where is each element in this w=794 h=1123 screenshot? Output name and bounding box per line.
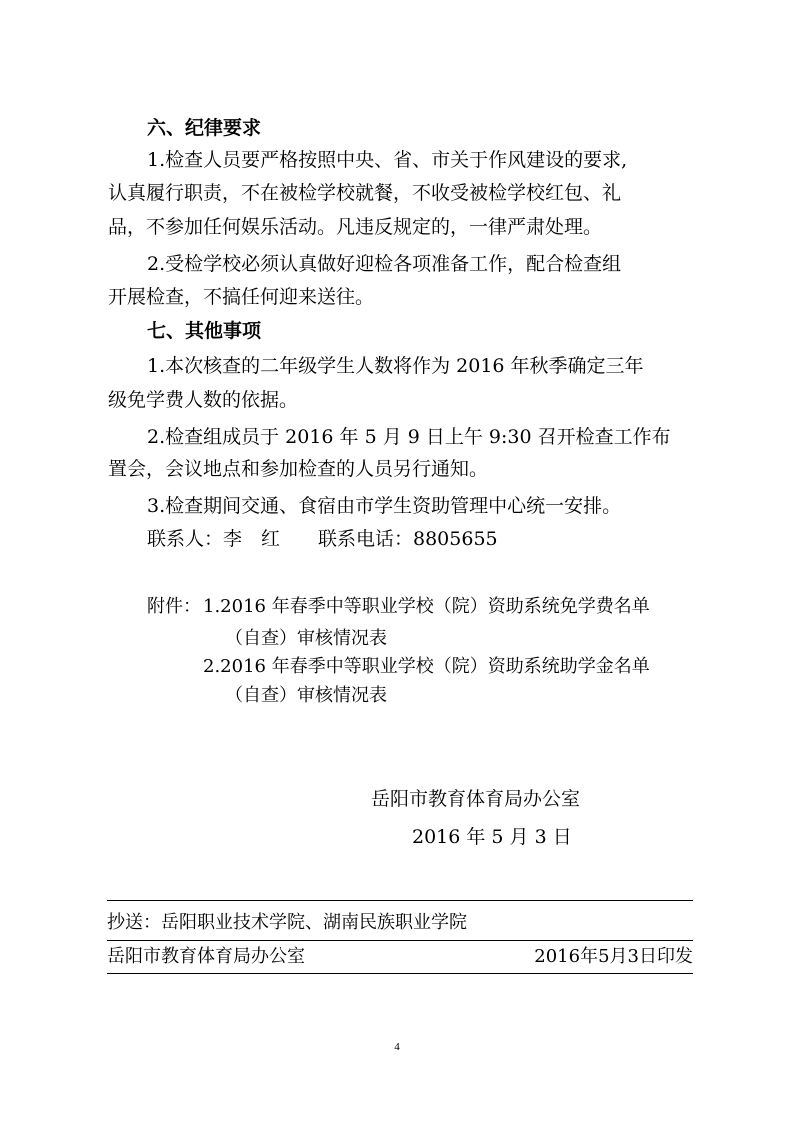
section-7-item-2-line-2: 置会，会议地点和参加检查的人员另行通知。	[108, 458, 489, 480]
section-6-item-1-line-1: 1.检查人员要严格按照中央、省、市关于作风建设的要求,	[147, 149, 628, 171]
footer-bottom-rule	[107, 973, 693, 974]
section-7-item-3: 3.检查期间交通、食宿由市学生资助管理中心统一安排。	[147, 495, 622, 517]
signature-date: 2016 年 5 月 3 日	[412, 826, 572, 848]
cc-line	[107, 911, 693, 935]
section-6-item-2-line-2: 开展检查，不搞任何迎来送往。	[108, 286, 375, 308]
cc-text: 抄送：岳阳职业技术学院、湖南民族职业学院	[107, 912, 467, 933]
footer-middle-rule	[107, 940, 693, 941]
section-7-item-1-line-1: 1.本次核查的二年级学生人数将作为 2016 年秋季确定三年	[147, 355, 644, 377]
attachment-1-line-2: （自查）审核情况表	[225, 628, 387, 649]
section-6-item-1-line-2: 认真履行职责，不在被检学校就餐，不收受被检学校红包、礼	[108, 182, 622, 204]
section-6-item-2-line-1: 2.受检学校必须认真做好迎检各项准备工作，配合检查组	[147, 253, 622, 275]
signature-org: 岳阳市教育体育局办公室	[371, 788, 581, 810]
attachment-1-line-1: 1.2016 年春季中等职业学校（院）资助系统免学费名单	[203, 596, 650, 617]
issue-line	[107, 945, 693, 969]
footer-top-rule	[107, 900, 693, 901]
section-6-heading: 六、纪律要求	[147, 117, 262, 139]
section-7-item-1-line-2: 级免学费人数的依据。	[108, 389, 299, 411]
attachments-label: 附件：	[147, 596, 201, 617]
contact-line: 联系人：李 红 联系电话：8805655	[147, 528, 498, 550]
issuer-text: 岳阳市教育体育局办公室	[107, 946, 305, 967]
section-7-heading: 七、其他事项	[147, 320, 262, 342]
page-number: 4	[394, 1041, 400, 1053]
attachment-2-line-2: （自查）审核情况表	[225, 685, 387, 706]
section-6-item-1-line-3: 品，不参加任何娱乐活动。凡违反规定的，一律严肃处理。	[108, 216, 603, 238]
issue-date-text: 2016年5月3日印发	[534, 946, 693, 967]
attachment-2-line-1: 2.2016 年春季中等职业学校（院）资助系统助学金名单	[203, 656, 650, 677]
section-7-item-2-line-1: 2.检查组成员于 2016 年 5 月 9 日上午 9:30 召开检查工作布	[147, 426, 671, 448]
